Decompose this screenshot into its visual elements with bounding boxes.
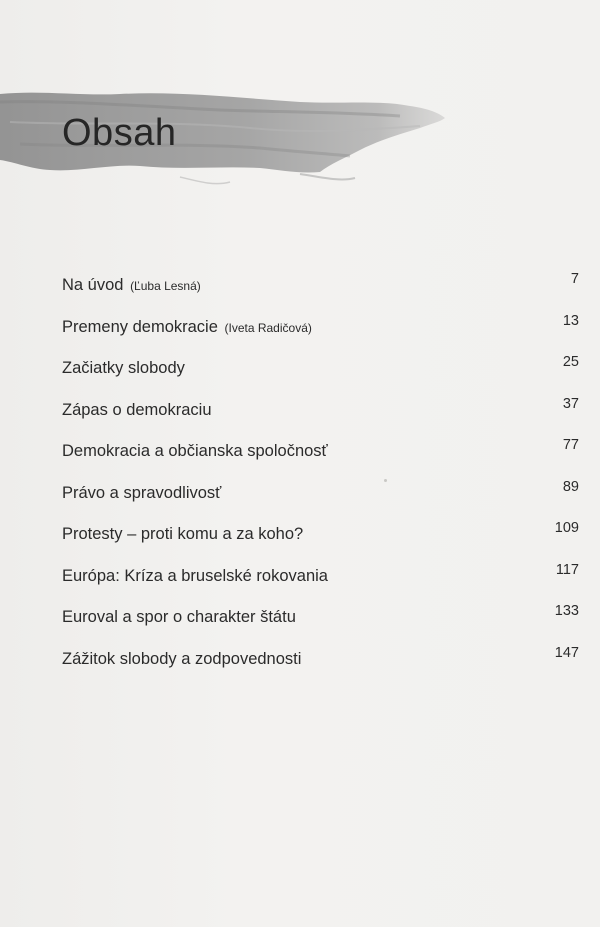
toc-entry[interactable] bbox=[62, 270, 582, 312]
toc-entry-page: 147 bbox=[554, 644, 579, 661]
toc-entry-page: 7 bbox=[570, 271, 579, 287]
toc-entry-page: 25 bbox=[562, 354, 579, 370]
toc-entry-page: 117 bbox=[555, 561, 579, 578]
toc-entry-title: Premeny demokracie (Iveta Radičová) bbox=[62, 317, 312, 336]
toc-entry-title: Protesty – proti komu a za koho? bbox=[62, 525, 304, 543]
toc-entry-page: 89 bbox=[562, 478, 579, 495]
toc-entry[interactable] bbox=[62, 602, 582, 644]
toc-entry[interactable] bbox=[62, 436, 582, 478]
toc-entry-author: (Iveta Radičová) bbox=[224, 320, 312, 335]
toc-entry-title: Demokracia a občianska spoločnosť bbox=[62, 442, 328, 460]
toc-entry[interactable] bbox=[62, 478, 582, 520]
toc-entry-title: Zážitok slobody a zodpovednosti bbox=[62, 649, 302, 668]
toc-entry[interactable] bbox=[62, 644, 582, 686]
toc-entry[interactable] bbox=[62, 561, 582, 603]
toc-entry-page: 133 bbox=[554, 603, 579, 619]
toc-entry-title: Právo a spravodlivosť bbox=[62, 483, 222, 502]
toc-entry-title: Začiatky slobody bbox=[62, 359, 185, 377]
toc-entry-page: 13 bbox=[562, 312, 579, 329]
toc-entry-author: (Ľuba Lesná) bbox=[130, 279, 201, 293]
toc-entry-title: Zápas o demokraciu bbox=[62, 400, 212, 419]
toc-entry[interactable] bbox=[62, 395, 582, 437]
table-of-contents bbox=[62, 270, 582, 685]
page-title: Obsah bbox=[62, 112, 177, 154]
toc-entry-title: Európa: Kríza a bruselské rokovania bbox=[62, 566, 328, 585]
toc-entry[interactable] bbox=[62, 353, 582, 395]
toc-entry-page: 77 bbox=[562, 437, 579, 453]
toc-entry-page: 109 bbox=[554, 520, 579, 536]
toc-entry[interactable] bbox=[62, 519, 582, 561]
toc-entry[interactable] bbox=[62, 312, 582, 354]
toc-entry-title: Euroval a spor o charakter štátu bbox=[62, 608, 296, 626]
toc-entry-title: Na úvod (Ľuba Lesná) bbox=[62, 276, 201, 294]
paper-speck-decoration bbox=[384, 479, 387, 482]
toc-entry-page: 37 bbox=[562, 395, 579, 412]
